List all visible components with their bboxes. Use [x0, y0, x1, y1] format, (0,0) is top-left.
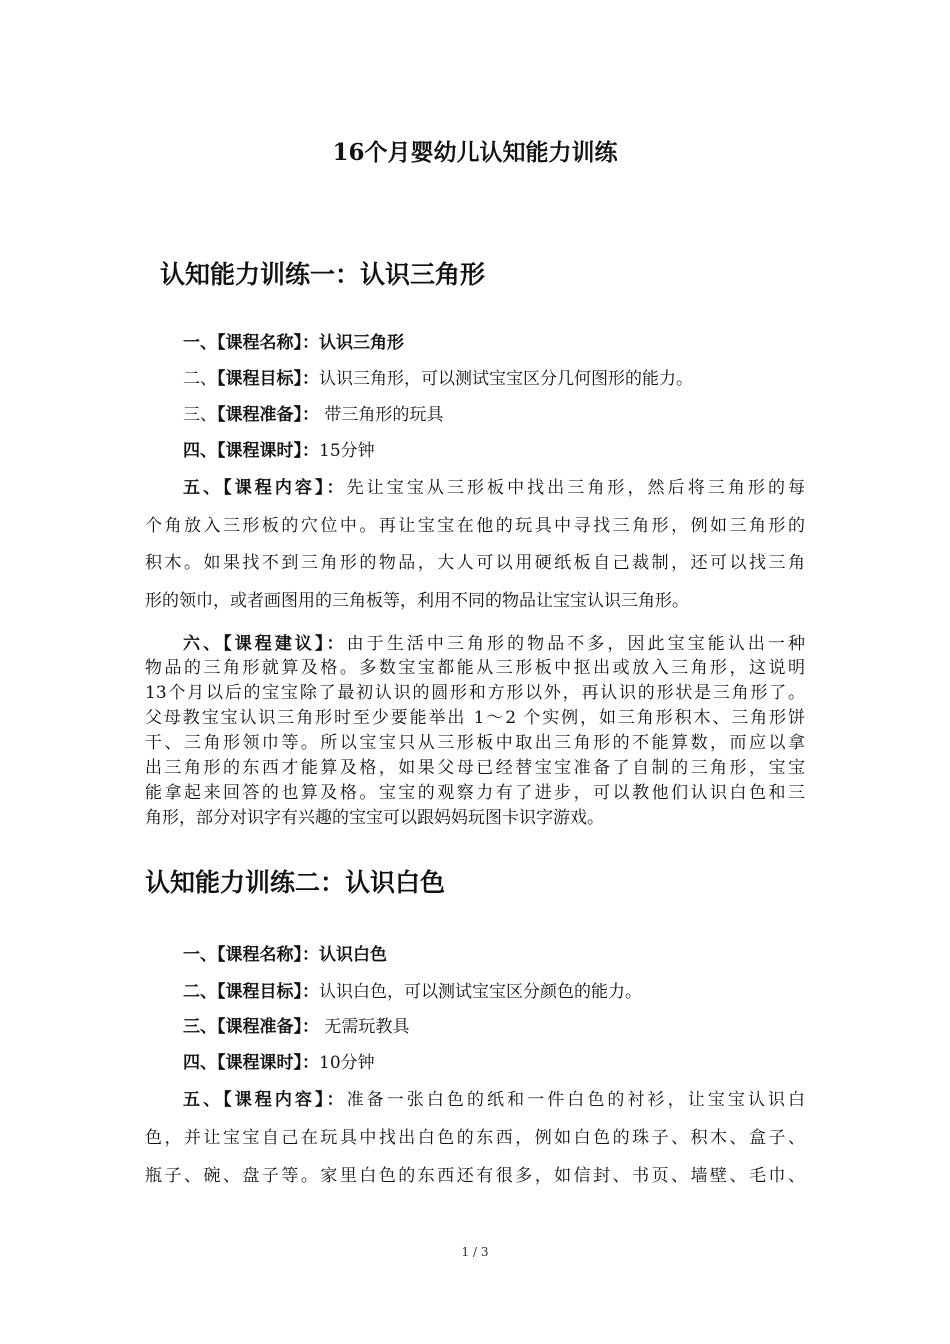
content-line: 积木。如果找不到三角形的物品，大人可以用硬纸板自己裁制，还可以找三角 [145, 553, 805, 573]
section1-heading: 认知能力训练一：认识三角形 [160, 260, 486, 289]
item-value: 认识三角形，可以测试宝宝区分几何图形的能力。 [319, 369, 693, 389]
item-label: 【课程名称】： [217, 945, 319, 965]
item-label: 【课程课时】： [217, 1053, 319, 1073]
item-value: 认识三角形 [319, 333, 404, 353]
section1-item-name [183, 331, 404, 355]
section1-item-duration [183, 439, 375, 463]
item-label: 【课程准备】： [217, 1017, 319, 1037]
item-number: 三、 [183, 405, 217, 425]
item-label: 【课程准备】： [217, 405, 319, 425]
advice-line: 出三角形的东西才能算及格，如果父母已经替宝宝准备了自制的三角形，宝宝 [145, 758, 805, 778]
item-value: 认识白色 [319, 945, 387, 965]
item-number: 一、 [183, 945, 217, 965]
content-line: 五、【课程内容】：先让宝宝从三形板中找出三角形，然后将三角形的每 [183, 478, 806, 498]
item-label: 【课程目标】： [217, 369, 319, 389]
item-number: 四、 [183, 1053, 217, 1073]
section2-item-name [183, 943, 387, 967]
item-number: 四、 [183, 441, 217, 461]
content-line: 形的领巾，或者画图用的三角板等，利用不同的物品让宝宝认识三角形。 [145, 591, 689, 611]
item-number: 三、 [183, 1017, 217, 1037]
item-value: 无需玩教具 [319, 1017, 410, 1037]
item-label: 【课程名称】： [217, 333, 319, 353]
item-label: 【课程课时】： [217, 441, 319, 461]
section2-item-prep [183, 1015, 409, 1039]
document-title: 16个月婴幼儿认知能力训练 [332, 139, 618, 166]
item-value: 带三角形的玩具 [319, 405, 444, 425]
section2-item-duration [183, 1051, 375, 1075]
content-line: 瓶子、碗、盘子等。家里白色的东西还有很多，如信封、书页、墙壁、毛巾、 [145, 1166, 805, 1186]
advice-line: 角形，部分对识字有兴趣的宝宝可以跟妈妈玩图卡识字游戏。 [145, 808, 604, 828]
section1-item-goal [183, 367, 693, 391]
content-line: 个角放入三形板的穴位中。再让宝宝在他的玩具中寻找三角形，例如三角形的 [145, 516, 805, 536]
advice-line: 物品的三角形就算及格。多数宝宝都能从三形板中抠出或放入三角形，这说明 [145, 658, 805, 678]
item-number: 一、 [183, 333, 217, 353]
section2-heading: 认知能力训练二：认识白色 [145, 868, 446, 897]
item-value: 认识白色，可以测试宝宝区分颜色的能力。 [319, 982, 642, 1002]
page-number: 1 / 3 [461, 1245, 489, 1259]
advice-line: 13个月以后的宝宝除了最初认识的圆形和方形以外，再认识的形状是三角形了。 [145, 683, 805, 703]
advice-line: 六、【课程建议】：由于生活中三角形的物品不多，因此宝宝能认出一种 [183, 634, 806, 654]
section1-item-prep [183, 403, 443, 427]
item-value: 15分钟 [319, 441, 375, 461]
item-value: 10分钟 [319, 1053, 375, 1073]
section2-item-goal [183, 980, 642, 1004]
item-number: 二、 [183, 982, 217, 1002]
advice-line: 干、三角形领巾等。所以宝宝只从三形板中取出三角形的不能算数，而应以拿 [145, 733, 805, 753]
item-label: 【课程目标】： [217, 982, 319, 1002]
advice-line: 能拿起来回答的也算及格。宝宝的观察力有了进步，可以教他们认识白色和三 [145, 783, 805, 803]
content-line: 色，并让宝宝自己在玩具中找出白色的东西，例如白色的珠子、积木、盒子、 [145, 1128, 805, 1148]
advice-line: 父母教宝宝认识三角形时至少要能举出 1～2 个实例，如三角形积木、三角形饼 [145, 708, 805, 728]
item-number: 二、 [183, 369, 217, 389]
content-line: 五、【课程内容】：准备一张白色的纸和一件白色的衬衫，让宝宝认识白 [183, 1090, 806, 1110]
